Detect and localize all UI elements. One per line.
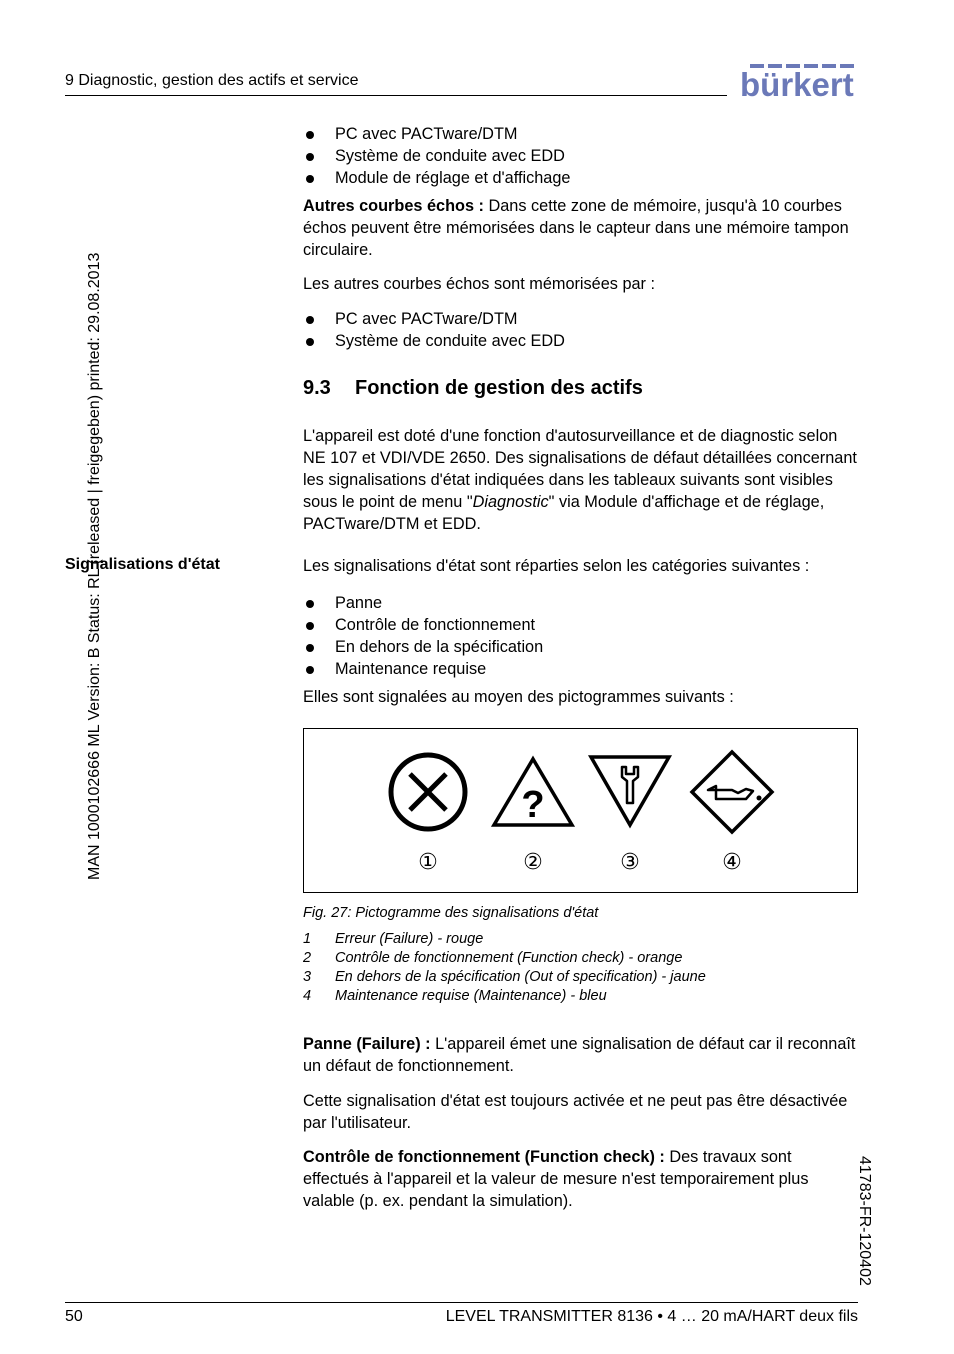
list-item: Panne bbox=[303, 592, 858, 614]
controle-label: Contrôle de fonctionnement (Function check) : bbox=[303, 1148, 665, 1166]
panne-note-paragraph: Cette signalisation d'état est toujours activée et ne peut pas être désactivée par l'utilisateur. bbox=[303, 1092, 848, 1132]
function-check-icon bbox=[494, 759, 572, 826]
logo-text: bürkert bbox=[740, 66, 854, 102]
legend-item bbox=[303, 930, 706, 949]
autres-memo-paragraph: Les autres courbes échos sont mémorisées par : bbox=[303, 275, 656, 293]
legend-number: 3 bbox=[303, 969, 312, 985]
svg-text:?: ? bbox=[521, 784, 545, 826]
figure-number-4: ④ bbox=[722, 850, 742, 875]
out-of-specification-icon bbox=[591, 757, 669, 825]
legend-text: Erreur (Failure) - rouge bbox=[335, 931, 484, 947]
section-heading bbox=[303, 377, 643, 400]
controle-paragraph bbox=[303, 1146, 858, 1212]
autres-courbes-label: Autres courbes échos : bbox=[303, 197, 484, 215]
legend-item bbox=[303, 987, 706, 1006]
failure-icon bbox=[391, 755, 465, 829]
autres-courbes-paragraph bbox=[303, 195, 858, 261]
footer-rule bbox=[65, 1302, 858, 1303]
panne-paragraph bbox=[303, 1033, 858, 1077]
panne-label: Panne (Failure) : bbox=[303, 1035, 431, 1053]
figure-number-3: ③ bbox=[620, 850, 640, 875]
running-header: 9 Diagnostic, gestion des actifs et service bbox=[65, 72, 359, 89]
side-label-signalisations: Signalisations d'état bbox=[65, 556, 220, 573]
legend-text: Contrôle de fonctionnement (Function check) - orange bbox=[335, 950, 683, 966]
document-status-vertical: MAN 1000102666 ML Version: B Status: RL (released | freigegeben) printed: 29.08.2013 bbox=[86, 252, 103, 880]
burkert-logo bbox=[740, 62, 858, 102]
memory-targets-list-2 bbox=[303, 308, 858, 352]
footer-product: LEVEL TRANSMITTER 8136 • 4 … 20 mA/HART deux fils bbox=[445, 1308, 858, 1325]
list-item: PC avec PACTware/DTM bbox=[303, 308, 858, 330]
list-item: Système de conduite avec EDD bbox=[303, 145, 858, 167]
memory-targets-list-1 bbox=[303, 123, 858, 189]
controle-text: Des travaux sont effectués à l'appareil et la valeur de mesure n'est temporairement plus valable (p. ex. pendant la simulation). bbox=[303, 1148, 809, 1210]
figure-number-2: ② bbox=[523, 850, 543, 875]
list-item: Contrôle de fonctionnement bbox=[303, 614, 858, 636]
section-title: Fonction de gestion des actifs bbox=[355, 377, 643, 399]
legend-item bbox=[303, 949, 706, 968]
list-item: Maintenance requise bbox=[303, 658, 858, 680]
legend-number: 1 bbox=[303, 931, 312, 947]
figure-legend bbox=[303, 930, 706, 1006]
pictos-intro: Elles sont signalées au moyen des pictogrammes suivants : bbox=[303, 688, 734, 706]
document-code-vertical: 41783-FR-120402 bbox=[856, 1156, 873, 1286]
menu-diagnostic: Diagnostic bbox=[472, 493, 549, 511]
legend-text: Maintenance requise (Maintenance) - bleu bbox=[335, 988, 607, 1004]
maintenance-icon bbox=[692, 752, 772, 832]
legend-number: 2 bbox=[303, 950, 312, 966]
intro-text-2: " via Module d'affichage et de réglage, PACTware/DTM et EDD. bbox=[303, 493, 825, 533]
list-item: PC avec PACTware/DTM bbox=[303, 123, 858, 145]
autres-courbes-text: Dans cette zone de mémoire, jusqu'à 10 courbes échos peuvent être mémorisées dans le capteur dans une mémoire tampon circulaire. bbox=[303, 197, 849, 259]
pictogram-figure bbox=[303, 728, 858, 893]
figure-caption: Fig. 27: Pictogramme des signalisations d'état bbox=[303, 905, 599, 921]
intro-paragraph bbox=[303, 425, 858, 535]
legend-number: 4 bbox=[303, 988, 312, 1004]
list-item: En dehors de la spécification bbox=[303, 636, 858, 658]
panne-text: L'appareil émet une signalisation de défaut car il reconnaît un défaut de fonctionnement. bbox=[303, 1035, 856, 1075]
list-item: Système de conduite avec EDD bbox=[303, 330, 858, 352]
header-rule bbox=[65, 95, 727, 96]
legend-text: En dehors de la spécification (Out of specification) - jaune bbox=[335, 969, 706, 985]
section-number: 9.3 bbox=[303, 377, 331, 399]
status-categories-list bbox=[303, 592, 858, 680]
page-number: 50 bbox=[65, 1308, 83, 1325]
figure-number-1: ① bbox=[418, 850, 438, 875]
categories-intro: Les signalisations d'état sont réparties selon les catégories suivantes : bbox=[303, 557, 810, 575]
list-item: Module de réglage et d'affichage bbox=[303, 167, 858, 189]
legend-item bbox=[303, 968, 706, 987]
intro-text-1: L'appareil est doté d'une fonction d'autosurveillance et de diagnostic selon NE 107 et VDI/VDE 2650. Des signalisations de défaut détaillées concernant les signalisations d'état indiquées dans les tableaux suivants sont visibles sous le point de menu " bbox=[303, 427, 857, 511]
